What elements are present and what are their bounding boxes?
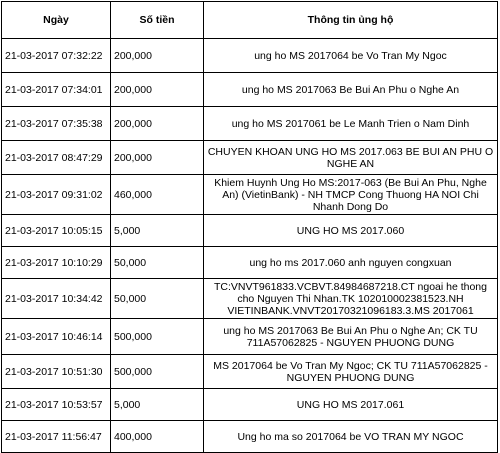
table-row: [2, 279, 498, 319]
cell-amount: 500,000: [111, 319, 204, 355]
cell-amount: 200,000: [111, 141, 204, 175]
cell-date: 21-03-2017 07:32:22: [2, 39, 111, 73]
cell-date: 21-03-2017 07:35:38: [2, 107, 111, 141]
cell-amount: 400,000: [111, 421, 204, 453]
cell-date: 21-03-2017 10:46:14: [2, 319, 111, 355]
cell-date: 21-03-2017 11:56:47: [2, 421, 111, 453]
header-date: Ngày: [2, 2, 111, 39]
cell-info: Ung ho ma so 2017064 be VO TRAN MY NGOC: [204, 421, 498, 453]
cell-info-text: Khiem Huynh Ung Ho MS:2017-063 (Be Bui An Phu, Nghe An) (VietinBank) - NH TMCP Cong Thuong HA NOI Chi Nhanh Dong Do: [214, 176, 487, 213]
cell-info: CHUYEN KHOAN UNG HO MS 2017.063 BE BUI AN PHU O NGHE AN: [204, 141, 498, 175]
cell-date: 21-03-2017 10:53:57: [2, 389, 111, 421]
cell-amount: 200,000: [111, 39, 204, 73]
cell-date: 21-03-2017 10:10:29: [2, 247, 111, 279]
cell-info: [204, 279, 498, 319]
cell-info-text: TC:VNVT961833.VCBVT.84984687218.CT ngoai he thong cho Nguyen Thi Nhan.TK 102010002381523.NH VIETINBANK.VNVT20170321096183.3.MS 2017061: [214, 280, 487, 317]
table-row: [2, 247, 498, 279]
table-row: [2, 107, 498, 141]
table-row: [2, 355, 498, 389]
cell-date: 21-03-2017 10:51:30: [2, 355, 111, 389]
cell-date: 21-03-2017 07:34:01: [2, 73, 111, 107]
cell-info: UNG HO MS 2017.061: [204, 389, 498, 421]
cell-date: 21-03-2017 10:34:42: [2, 279, 111, 319]
cell-info: ung ho MS 2017064 be Vo Tran My Ngoc: [204, 39, 498, 73]
cell-date: 21-03-2017 09:31:02: [2, 175, 111, 215]
header-amount: Số tiền: [111, 2, 204, 39]
cell-date: 21-03-2017 10:05:15: [2, 215, 111, 247]
table-row: [2, 421, 498, 453]
header-info: Thông tin ủng hộ: [204, 2, 498, 39]
cell-info: [204, 175, 498, 215]
cell-info: UNG HO MS 2017.060: [204, 215, 498, 247]
table-row: [2, 319, 498, 355]
table-row: [2, 215, 498, 247]
cell-amount: 200,000: [111, 107, 204, 141]
cell-info: MS 2017064 be Vo Tran My Ngoc; CK TU 711A57062825 - NGUYEN PHUONG DUNG: [204, 355, 498, 389]
cell-amount: 200,000: [111, 73, 204, 107]
donation-table: [1, 1, 498, 453]
table-row: [2, 141, 498, 175]
cell-amount: 460,000: [111, 175, 204, 215]
table-row: [2, 73, 498, 107]
cell-info: ung ho ms 2017.060 anh nguyen congxuan: [204, 247, 498, 279]
table-row: [2, 389, 498, 421]
table-row: [2, 175, 498, 215]
table-row: [2, 39, 498, 73]
cell-amount: 5,000: [111, 215, 204, 247]
cell-amount: 5,000: [111, 389, 204, 421]
cell-date: 21-03-2017 08:47:29: [2, 141, 111, 175]
cell-amount: 500,000: [111, 355, 204, 389]
cell-info: ung ho MS 2017063 Be Bui An Phu o Nghe An: [204, 73, 498, 107]
cell-info: ung ho MS 2017061 be Le Manh Trien o Nam Dinh: [204, 107, 498, 141]
cell-info: ung ho MS 2017063 Be Bui An Phu o Nghe An; CK TU 711A57062825 - NGUYEN PHUONG DUNG: [204, 319, 498, 355]
header-row: [2, 2, 498, 39]
cell-amount: 50,000: [111, 279, 204, 319]
cell-amount: 50,000: [111, 247, 204, 279]
